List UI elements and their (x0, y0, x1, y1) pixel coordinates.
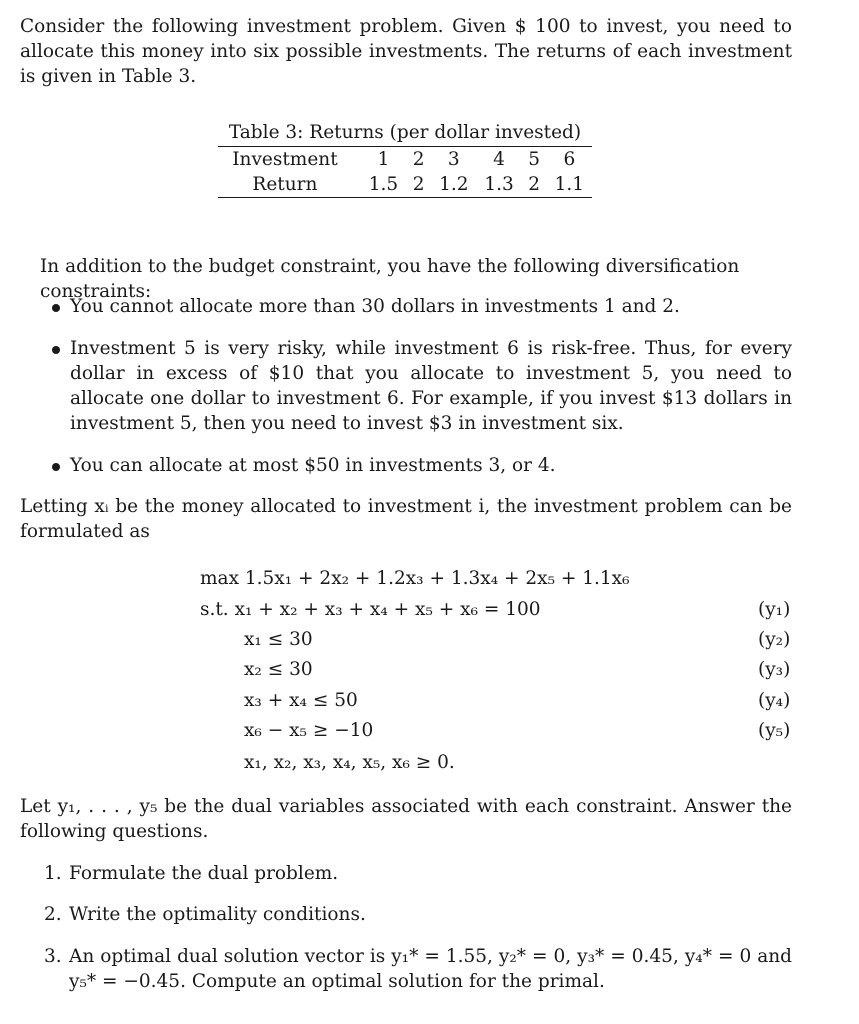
table-caption: Table 3: Returns (per dollar invested) (228, 122, 582, 143)
lp-nonnegativity: x₁, x₂, x₃, x₄, x₅, x₆ ≥ 0. (244, 752, 455, 773)
question-text: An optimal dual solution vector is y₁* = 1.55, y₂* = 0, y₃* = 0.45, y₄* = 0 and y₅* = −0.45. Compute an optimal solution for the primal. (69, 946, 792, 992)
formulation-intro: Letting xᵢ be the money allocated to investment i, the investment problem can be formulated as (20, 496, 792, 542)
dual-intro: Let y₁, . . . , y₅ be the dual variables associated with each constraint. Answer the following questions. (20, 796, 792, 842)
investment-cell: 3 (431, 147, 476, 173)
row-label-return: Return (218, 172, 361, 198)
lp-constraint: x₁ ≤ 30 (244, 629, 313, 650)
table-row (218, 172, 592, 198)
bullet-item (48, 453, 792, 478)
bullet-text: You can allocate at most $50 in investments 3, or 4. (70, 455, 556, 476)
dual-variable-tag: (y₅) (758, 720, 791, 741)
dual-variable-tag: (y₂) (758, 629, 791, 650)
dual-variable-tag: (y₃) (758, 659, 791, 680)
question-number: 1. (44, 863, 62, 884)
investment-cell: 1 (361, 147, 406, 173)
question-number: 3. (44, 946, 62, 967)
row-label-investment: Investment (218, 147, 361, 173)
intro-paragraph: Consider the following investment problem. Given $ 100 to invest, you need to allocate this money into six possible investments. The returns of each investment is given in Table 3. (20, 16, 792, 87)
return-cell: 1.1 (547, 172, 592, 198)
bullet-item (48, 294, 792, 319)
investment-cell: 5 (522, 147, 547, 173)
returns-table (218, 120, 592, 198)
question-text: Formulate the dual problem. (69, 863, 339, 884)
question-text: Write the optimality conditions. (69, 904, 366, 925)
question-item (44, 861, 792, 886)
return-cell: 2 (522, 172, 547, 198)
investment-cell: 2 (406, 147, 431, 173)
investment-cell: 6 (547, 147, 592, 173)
table-row (218, 147, 592, 173)
diversification-intro: In addition to the budget constraint, you have the following diversification constraints: (40, 256, 740, 302)
bullet-dot (52, 346, 60, 354)
question-item (44, 944, 792, 994)
return-cell: 1.3 (476, 172, 521, 198)
question-number: 2. (44, 904, 62, 925)
investment-cell: 4 (476, 147, 521, 173)
bullet-text: You cannot allocate more than 30 dollars in investments 1 and 2. (70, 296, 680, 317)
return-cell: 1.2 (431, 172, 476, 198)
bullet-dot (52, 304, 60, 312)
dual-variable-tag: (y₁) (758, 599, 791, 620)
question-item (44, 902, 792, 927)
bullet-dot (52, 463, 60, 471)
return-cell: 1.5 (361, 172, 406, 198)
lp-constraint: x₃ + x₄ ≤ 50 (244, 690, 358, 711)
bullet-item (48, 336, 792, 436)
lp-constraint: x₆ − x₅ ≥ −10 (244, 720, 374, 741)
return-cell: 2 (406, 172, 431, 198)
lp-objective: max 1.5x₁ + 2x₂ + 1.2x₃ + 1.3x₄ + 2x₅ + 1.1x₆ (200, 568, 630, 589)
lp-constraint: s.t. x₁ + x₂ + x₃ + x₄ + x₅ + x₆ = 100 (200, 599, 541, 620)
returns-grid (218, 146, 592, 198)
lp-constraint: x₂ ≤ 30 (244, 659, 313, 680)
dual-variable-tag: (y₄) (758, 690, 791, 711)
bullet-text: Investment 5 is very risky, while investment 6 is risk-free. Thus, for every dollar in excess of $10 that you allocate to investment 5, you need to allocate one dollar to investment 6. For example, if you invest $13 dollars in investment 5, then you need to invest $3 in investment six. (70, 338, 792, 434)
